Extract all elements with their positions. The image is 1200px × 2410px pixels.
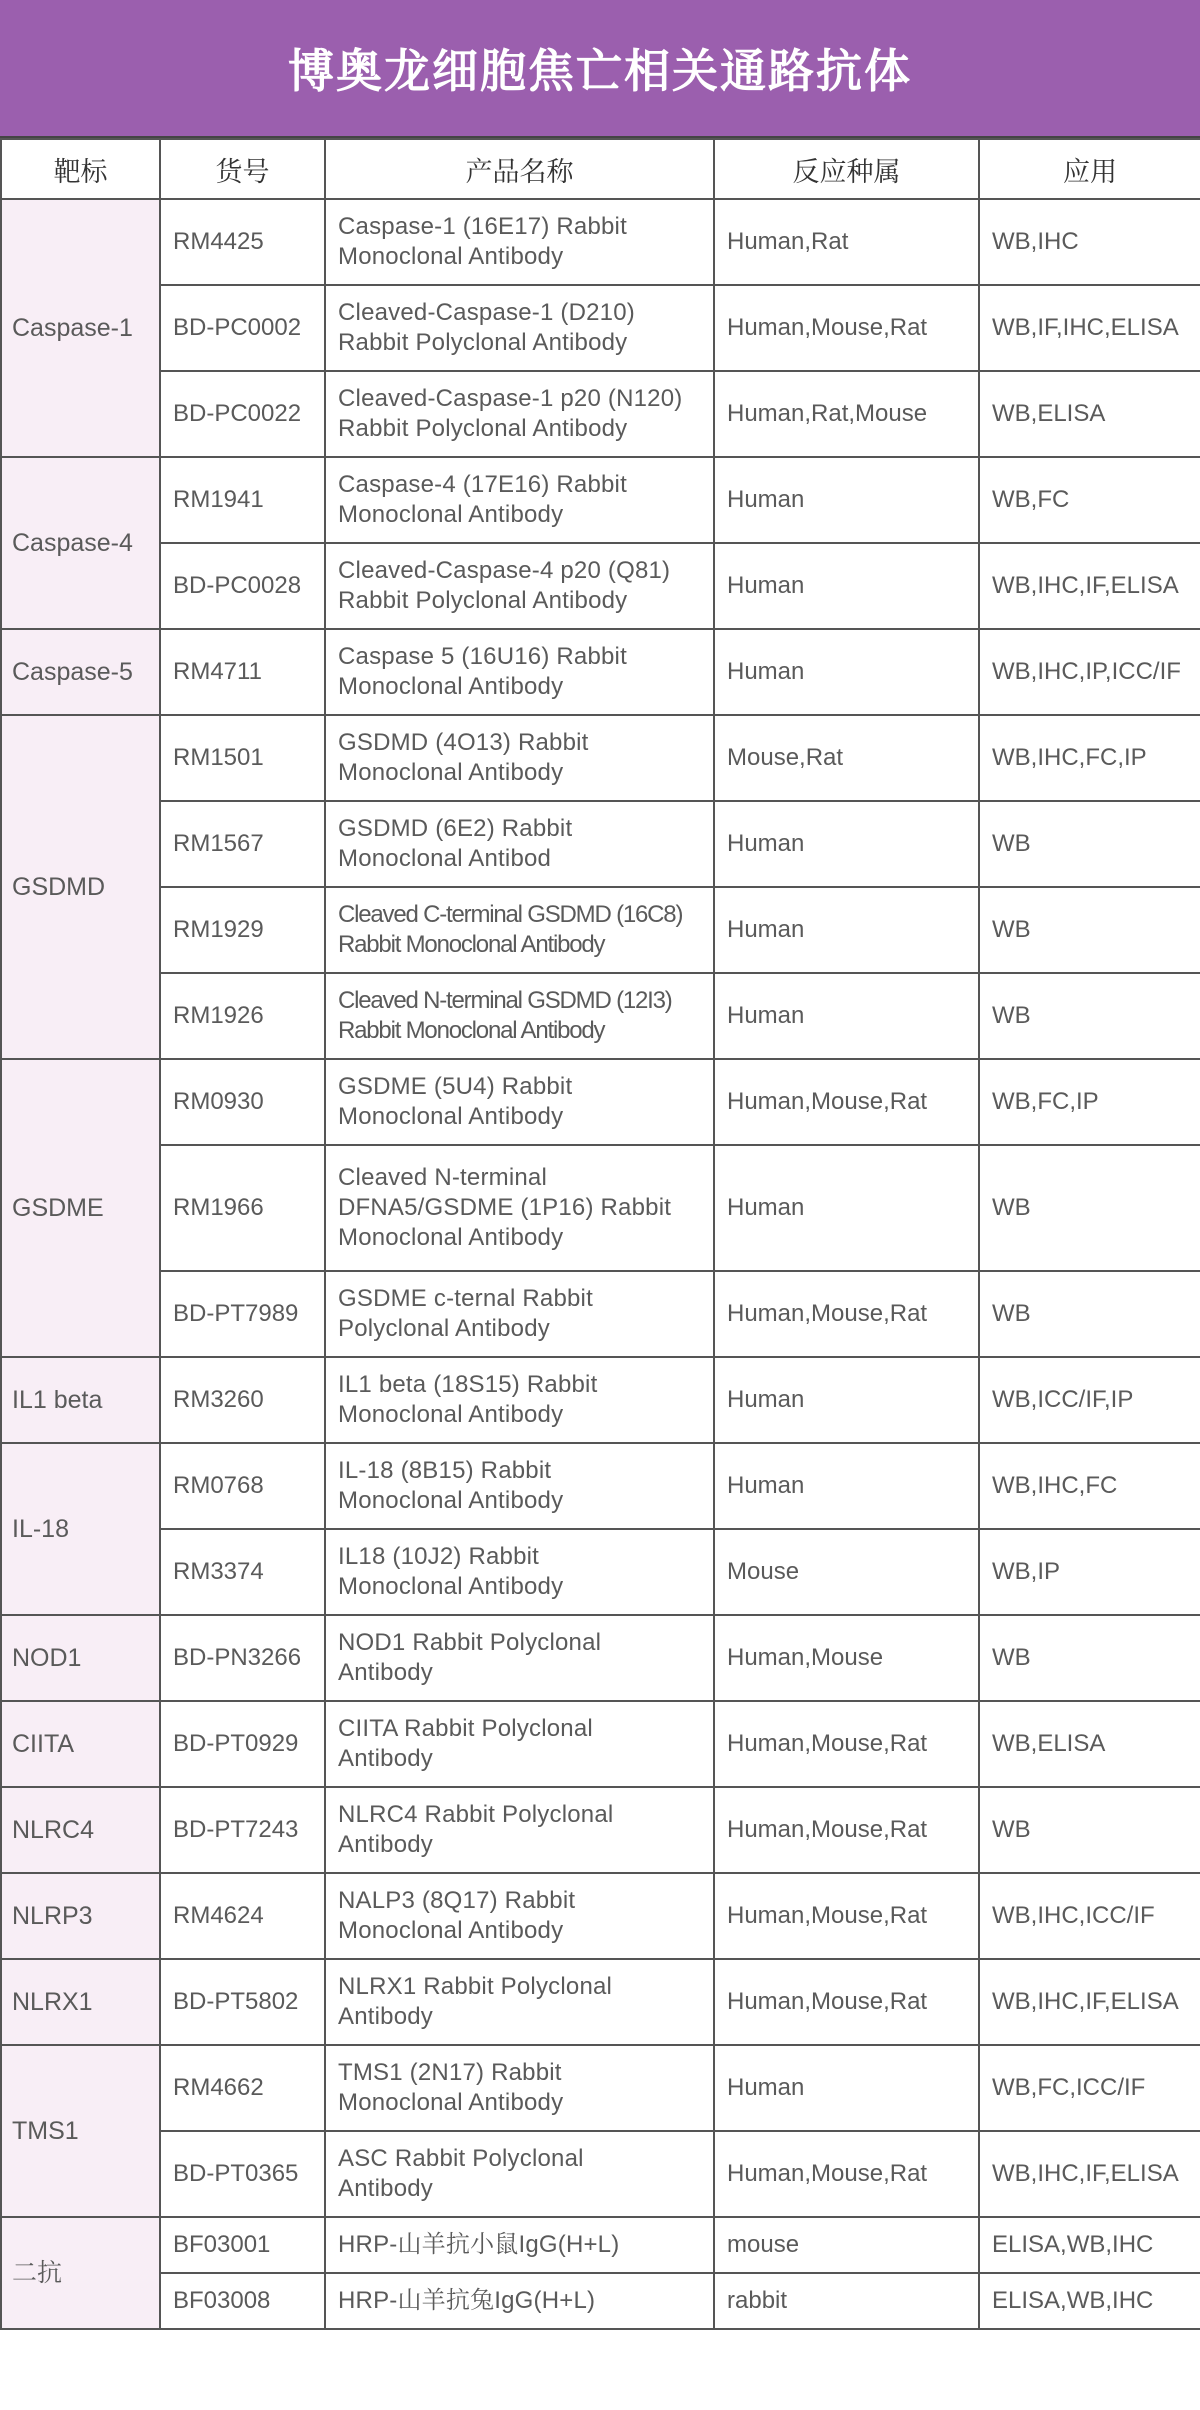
species-cell: Human (714, 1443, 979, 1529)
product-name-line: Rabbit Monoclonal Antibody (338, 1017, 605, 1044)
application-cell: ELISA,WB,IHC (979, 2217, 1200, 2273)
product-name-cell (325, 457, 714, 543)
catalog-cell: RM1501 (160, 715, 325, 801)
product-name-line: Caspase-1 (16E17) Rabbit (338, 213, 627, 240)
target-cell: GSDME (1, 1059, 160, 1357)
product-name-cell (325, 2131, 714, 2217)
product-name-cell (325, 543, 714, 629)
product-name-line: Rabbit Polyclonal Antibody (338, 587, 628, 614)
application-cell: WB,FC,ICC/IF (979, 2045, 1200, 2131)
application-cell: WB,IF,IHC,ELISA (979, 285, 1200, 371)
target-cell: NLRX1 (1, 1959, 160, 2045)
application-cell: ELISA,WB,IHC (979, 2273, 1200, 2329)
product-name-line: NOD1 Rabbit Polyclonal (338, 1629, 602, 1656)
species-cell: Human,Mouse (714, 1615, 979, 1701)
catalog-cell: RM1966 (160, 1145, 325, 1271)
product-name-line: Caspase-4 (17E16) Rabbit (338, 471, 627, 498)
table-row (1, 887, 1200, 973)
product-name-line: Monoclonal Antibod (338, 845, 552, 872)
species-cell: Human (714, 887, 979, 973)
product-name-line: Rabbit Polyclonal Antibody (338, 415, 628, 442)
catalog-cell: BD-PN3266 (160, 1615, 325, 1701)
table-row (1, 1959, 1200, 2045)
catalog-cell: BD-PT7989 (160, 1271, 325, 1357)
species-cell: Human,Mouse,Rat (714, 1271, 979, 1357)
product-name-line: ASC Rabbit Polyclonal (338, 2145, 584, 2172)
species-cell: mouse (714, 2217, 979, 2273)
species-cell: Human,Mouse,Rat (714, 1873, 979, 1959)
product-name-line: Cleaved-Caspase-4 p20 (Q81) (338, 557, 671, 584)
product-name-line: Antibody (338, 1831, 433, 1858)
product-name-cell (325, 1059, 714, 1145)
product-name-line: NLRX1 Rabbit Polyclonal (338, 1973, 613, 2000)
product-name-line: Monoclonal Antibody (338, 501, 564, 528)
product-name-cell (325, 2273, 714, 2329)
table-header-row (1, 139, 1200, 199)
product-name-line: Antibody (338, 1659, 433, 1686)
table-row (1, 1873, 1200, 1959)
application-cell: WB,IHC,IF,ELISA (979, 543, 1200, 629)
product-name-line: NLRC4 Rabbit Polyclonal (338, 1801, 614, 1828)
product-name-line: Antibody (338, 2175, 433, 2202)
product-name-cell (325, 1271, 714, 1357)
application-cell: WB,IHC,IP,ICC/IF (979, 629, 1200, 715)
application-cell: WB (979, 1271, 1200, 1357)
catalog-cell: RM4425 (160, 199, 325, 285)
product-name-cell (325, 371, 714, 457)
product-name-cell (325, 1787, 714, 1873)
application-cell: WB,IHC,IF,ELISA (979, 2131, 1200, 2217)
species-cell: Human,Rat (714, 199, 979, 285)
catalog-cell: RM0768 (160, 1443, 325, 1529)
application-cell: WB,IHC,ICC/IF (979, 1873, 1200, 1959)
species-cell: Human (714, 1145, 979, 1271)
target-cell: NOD1 (1, 1615, 160, 1701)
catalog-cell: RM1567 (160, 801, 325, 887)
product-name-cell (325, 629, 714, 715)
table-row (1, 1145, 1200, 1271)
species-cell: Mouse,Rat (714, 715, 979, 801)
product-name-cell (325, 801, 714, 887)
product-name-line: Monoclonal Antibody (338, 243, 564, 270)
product-name-cell (325, 1443, 714, 1529)
antibody-table (0, 138, 1200, 2330)
product-name-line: Monoclonal Antibody (338, 673, 564, 700)
table-row (1, 543, 1200, 629)
catalog-cell: BD-PC0022 (160, 371, 325, 457)
application-cell: WB,FC,IP (979, 1059, 1200, 1145)
species-cell: Human (714, 2045, 979, 2131)
product-name-line: HRP-山羊抗小鼠IgG(H+L) (338, 2231, 620, 2258)
table-row (1, 199, 1200, 285)
catalog-cell: BD-PT0929 (160, 1701, 325, 1787)
table-row (1, 2217, 1200, 2273)
product-name-line: GSDME c-ternal Rabbit (338, 1285, 593, 1312)
application-cell: WB (979, 887, 1200, 973)
product-name-line: HRP-山羊抗兔IgG(H+L) (338, 2287, 596, 2314)
product-name-cell (325, 887, 714, 973)
header-product-name: 产品名称 (325, 139, 714, 199)
application-cell: WB,FC (979, 457, 1200, 543)
species-cell: Human,Rat,Mouse (714, 371, 979, 457)
catalog-cell: RM4662 (160, 2045, 325, 2131)
target-cell: Caspase-4 (1, 457, 160, 629)
target-cell: GSDMD (1, 715, 160, 1059)
application-cell: WB,IHC,FC,IP (979, 715, 1200, 801)
table-row (1, 715, 1200, 801)
product-name-cell (325, 2045, 714, 2131)
catalog-cell: RM0930 (160, 1059, 325, 1145)
catalog-cell: BD-PC0028 (160, 543, 325, 629)
product-name-line: Rabbit Monoclonal Antibody (338, 931, 605, 958)
table-row (1, 2273, 1200, 2329)
product-name-line: Polyclonal Antibody (338, 1315, 550, 1342)
target-cell: TMS1 (1, 2045, 160, 2217)
product-name-line: Caspase 5 (16U16) Rabbit (338, 643, 627, 670)
product-name-line: NALP3 (8Q17) Rabbit (338, 1887, 576, 1914)
product-name-cell (325, 715, 714, 801)
product-name-line: Cleaved-Caspase-1 (D210) (338, 299, 635, 326)
target-cell: Caspase-5 (1, 629, 160, 715)
table-row (1, 1059, 1200, 1145)
product-name-line: Monoclonal Antibody (338, 1401, 564, 1428)
application-cell: WB,IHC,FC (979, 1443, 1200, 1529)
application-cell: WB (979, 1787, 1200, 1873)
header-application: 应用 (979, 139, 1200, 199)
product-name-cell (325, 1873, 714, 1959)
page-title: 博奥龙细胞焦亡相关通路抗体 (288, 44, 912, 98)
product-name-cell (325, 1145, 714, 1271)
product-name-cell (325, 2217, 714, 2273)
target-cell: IL-18 (1, 1443, 160, 1615)
table-row (1, 1701, 1200, 1787)
application-cell: WB,IP (979, 1529, 1200, 1615)
table-row (1, 973, 1200, 1059)
product-name-line: Monoclonal Antibody (338, 1917, 564, 1944)
product-name-cell (325, 199, 714, 285)
catalog-cell: BD-PT5802 (160, 1959, 325, 2045)
application-cell: WB,ICC/IF,IP (979, 1357, 1200, 1443)
product-name-line: Antibody (338, 1745, 433, 1772)
product-name-line: TMS1 (2N17) Rabbit (338, 2059, 562, 2086)
table-row (1, 1443, 1200, 1529)
table-row (1, 1787, 1200, 1873)
species-cell: Human (714, 973, 979, 1059)
product-name-line: GSDMD (4O13) Rabbit (338, 729, 589, 756)
product-name-cell (325, 1959, 714, 2045)
species-cell: Human,Mouse,Rat (714, 1059, 979, 1145)
header-target: 靶标 (1, 139, 160, 199)
target-cell: Caspase-1 (1, 199, 160, 457)
product-name-line: Monoclonal Antibody (338, 2089, 564, 2116)
species-cell: Human,Mouse,Rat (714, 285, 979, 371)
table-row (1, 285, 1200, 371)
catalog-cell: RM1941 (160, 457, 325, 543)
species-cell: Human,Mouse,Rat (714, 1701, 979, 1787)
product-name-line: Cleaved N-terminal (338, 1164, 548, 1191)
catalog-cell: RM1929 (160, 887, 325, 973)
product-name-line: Rabbit Polyclonal Antibody (338, 329, 628, 356)
product-name-line: Cleaved N-terminal GSDMD (12I3) (338, 987, 672, 1014)
table-row (1, 371, 1200, 457)
table-row (1, 629, 1200, 715)
target-cell: NLRC4 (1, 1787, 160, 1873)
catalog-cell: BF03008 (160, 2273, 325, 2329)
table-row (1, 801, 1200, 887)
product-name-cell (325, 973, 714, 1059)
species-cell: Human,Mouse,Rat (714, 1959, 979, 2045)
species-cell: Human,Mouse,Rat (714, 2131, 979, 2217)
application-cell: WB (979, 973, 1200, 1059)
product-name-line: Monoclonal Antibody (338, 1487, 564, 1514)
product-name-line: Cleaved-Caspase-1 p20 (N120) (338, 385, 683, 412)
table-row (1, 1529, 1200, 1615)
catalog-cell: BF03001 (160, 2217, 325, 2273)
product-name-line: CIITA Rabbit Polyclonal (338, 1715, 593, 1742)
product-name-line: GSDMD (6E2) Rabbit (338, 815, 573, 842)
species-cell: Human (714, 1357, 979, 1443)
catalog-cell: RM3374 (160, 1529, 325, 1615)
product-name-line: Monoclonal Antibody (338, 1224, 564, 1251)
application-cell: WB,ELISA (979, 1701, 1200, 1787)
species-cell: Human,Mouse,Rat (714, 1787, 979, 1873)
product-name-line: IL1 beta (18S15) Rabbit (338, 1371, 598, 1398)
product-name-cell (325, 285, 714, 371)
product-name-cell (325, 1357, 714, 1443)
table-row (1, 1271, 1200, 1357)
product-name-cell (325, 1529, 714, 1615)
catalog-cell: RM4711 (160, 629, 325, 715)
header-catalog: 货号 (160, 139, 325, 199)
target-cell: IL1 beta (1, 1357, 160, 1443)
product-name-line: Monoclonal Antibody (338, 759, 564, 786)
application-cell: WB (979, 801, 1200, 887)
table-row (1, 457, 1200, 543)
table-row (1, 1357, 1200, 1443)
target-cell: NLRP3 (1, 1873, 160, 1959)
catalog-cell: BD-PT7243 (160, 1787, 325, 1873)
table-row (1, 1615, 1200, 1701)
species-cell: Human (714, 543, 979, 629)
product-name-line: IL18 (10J2) Rabbit (338, 1543, 540, 1570)
species-cell: rabbit (714, 2273, 979, 2329)
header-species: 反应种属 (714, 139, 979, 199)
catalog-cell: RM3260 (160, 1357, 325, 1443)
application-cell: WB,ELISA (979, 371, 1200, 457)
catalog-cell: BD-PT0365 (160, 2131, 325, 2217)
catalog-cell: BD-PC0002 (160, 285, 325, 371)
species-cell: Mouse (714, 1529, 979, 1615)
table-row (1, 2045, 1200, 2131)
target-cell: 二抗 (1, 2217, 160, 2329)
product-name-line: Monoclonal Antibody (338, 1103, 564, 1130)
catalog-cell: RM1926 (160, 973, 325, 1059)
species-cell: Human (714, 629, 979, 715)
product-name-cell (325, 1701, 714, 1787)
product-name-line: DFNA5/GSDME (1P16) Rabbit (338, 1194, 672, 1221)
product-name-cell (325, 1615, 714, 1701)
product-name-line: Antibody (338, 2003, 433, 2030)
species-cell: Human (714, 457, 979, 543)
application-cell: WB,IHC (979, 199, 1200, 285)
application-cell: WB,IHC,IF,ELISA (979, 1959, 1200, 2045)
catalog-cell: RM4624 (160, 1873, 325, 1959)
product-name-line: Monoclonal Antibody (338, 1573, 564, 1600)
application-cell: WB (979, 1615, 1200, 1701)
product-name-line: Cleaved C-terminal GSDMD (16C8) (338, 901, 683, 928)
product-name-line: IL-18 (8B15) Rabbit (338, 1457, 552, 1484)
application-cell: WB (979, 1145, 1200, 1271)
product-name-line: GSDME (5U4) Rabbit (338, 1073, 573, 1100)
target-cell: CIITA (1, 1701, 160, 1787)
species-cell: Human (714, 801, 979, 887)
table-row (1, 2131, 1200, 2217)
title-banner (0, 0, 1200, 138)
table-body (1, 199, 1200, 2329)
